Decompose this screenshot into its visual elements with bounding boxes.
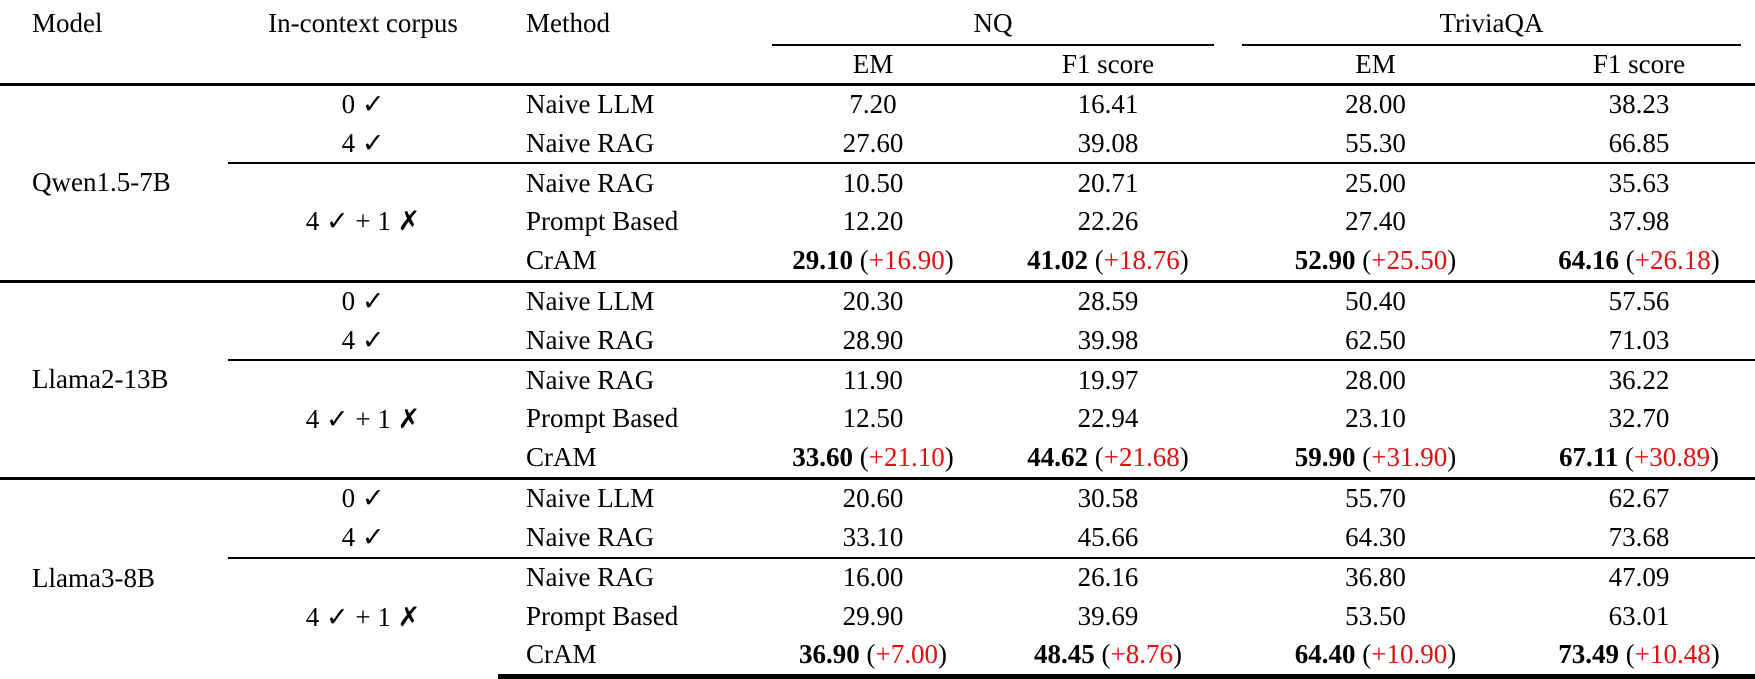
score-cell	[1523, 241, 1755, 281]
method-cell: Naive RAG	[526, 521, 655, 552]
delta-value: +10.90	[1371, 639, 1448, 670]
delta-value: +8.76	[1110, 639, 1173, 670]
col-header-triviaqa-em: EM	[1355, 48, 1396, 79]
score-cell: 62.50	[1345, 324, 1406, 355]
score-cell: 39.69	[1077, 600, 1139, 631]
score-cell: 35.63	[1523, 163, 1755, 202]
delta-paren-open: (	[1362, 441, 1372, 472]
score-cell: 16.41	[988, 84, 1228, 124]
score-cell: 55.30	[1345, 127, 1406, 158]
delta-value: +30.89	[1634, 441, 1710, 472]
score-cell: 64.30	[1345, 521, 1406, 552]
score-cell: 33.10	[842, 521, 904, 552]
method-cell: Naive RAG	[498, 558, 758, 597]
score-cell: 19.97	[988, 360, 1228, 399]
corpus-cell: 4 ✓	[341, 127, 385, 158]
score-cell: 20.71	[988, 163, 1228, 202]
col-header-corpus: In-context corpus	[268, 8, 458, 38]
best-score-value: 52.90	[1294, 244, 1356, 275]
corpus-cell: 0 ✓	[228, 281, 498, 321]
delta-paren-close: )	[1710, 639, 1720, 670]
score-cell: 47.09	[1523, 558, 1755, 597]
score-cell	[1228, 241, 1523, 281]
delta-paren-open: (	[859, 244, 869, 275]
delta-paren-open: (	[1625, 441, 1635, 472]
model-name-cell: Llama3-8B	[0, 478, 228, 676]
table-row-poisoned	[0, 558, 1755, 597]
score-cell	[1228, 635, 1523, 676]
score-cell	[988, 635, 1228, 676]
delta-value: +26.18	[1634, 244, 1711, 275]
delta-paren-close: )	[944, 244, 954, 275]
delta-paren-open: (	[1625, 244, 1635, 275]
score-cell	[988, 241, 1228, 281]
score-cell: 36.22	[1523, 360, 1755, 399]
table-row-poisoned	[0, 360, 1755, 399]
table-row-poisoned	[0, 163, 1755, 202]
score-cell	[1228, 438, 1523, 478]
delta-value: +18.76	[1103, 244, 1180, 275]
score-cell: 39.98	[1077, 324, 1139, 355]
best-score-value: 59.90	[1294, 441, 1356, 472]
delta-paren-close: )	[1710, 441, 1719, 472]
score-cell: 12.20	[842, 206, 904, 237]
score-cell: 71.03	[1608, 324, 1670, 355]
delta-paren-open: (	[1094, 244, 1104, 275]
table-header	[0, 0, 1755, 84]
score-cell: 27.40	[1345, 206, 1406, 237]
delta-paren-open: (	[1362, 639, 1372, 670]
model-name-cell: Qwen1.5-7B	[0, 84, 228, 281]
method-cell: Naive RAG	[526, 127, 655, 158]
delta-paren-close: )	[1710, 244, 1720, 275]
score-cell: 29.90	[842, 600, 904, 631]
best-score-value: 33.60	[792, 441, 853, 472]
best-score-value: 73.49	[1558, 639, 1619, 670]
delta-paren-close: )	[1447, 639, 1457, 670]
score-cell: 23.10	[1345, 403, 1406, 434]
score-cell: 66.85	[1608, 127, 1670, 158]
score-cell: 28.00	[1228, 360, 1523, 399]
score-cell: 26.16	[988, 558, 1228, 597]
delta-paren-open: (	[859, 441, 869, 472]
header-row-groups	[0, 0, 1755, 46]
method-cell: CrAM	[498, 635, 758, 676]
score-cell: 11.90	[758, 360, 988, 399]
method-cell: Naive LLM	[498, 281, 758, 321]
delta-value: +25.50	[1371, 244, 1448, 275]
group-label-triviaqa: TriviaQA	[1242, 8, 1741, 46]
col-header-nq-f1: F1 score	[1061, 48, 1155, 79]
delta-paren-open: (	[1625, 639, 1635, 670]
col-header-method: Method	[526, 8, 610, 38]
delta-value: +31.90	[1371, 441, 1448, 472]
score-cell: 57.56	[1523, 281, 1755, 321]
score-cell: 62.67	[1523, 478, 1755, 518]
best-score-value: 36.90	[799, 639, 860, 670]
score-cell	[1523, 635, 1755, 676]
score-cell: 25.00	[1228, 163, 1523, 202]
table-row-clean	[0, 124, 1755, 163]
score-cell	[758, 635, 988, 676]
score-cell: 45.66	[1077, 521, 1139, 552]
delta-paren-open: (	[1362, 244, 1372, 275]
score-cell	[758, 438, 988, 478]
score-cell: 36.80	[1228, 558, 1523, 597]
score-cell: 20.30	[758, 281, 988, 321]
best-score-value: 48.45	[1034, 639, 1095, 670]
delta-value: +10.48	[1634, 639, 1711, 670]
best-score-value: 44.62	[1027, 441, 1088, 472]
score-cell: 73.68	[1608, 521, 1670, 552]
score-cell: 63.01	[1608, 600, 1670, 631]
score-cell: 30.58	[988, 478, 1228, 518]
score-cell: 22.94	[1077, 403, 1139, 434]
table-row-clean	[0, 321, 1755, 360]
delta-paren-close: )	[1179, 244, 1189, 275]
method-cell: CrAM	[526, 244, 597, 275]
best-score-value: 64.16	[1558, 244, 1619, 275]
table-row-clean	[0, 518, 1755, 557]
results-body	[0, 84, 1755, 677]
delta-paren-close: )	[937, 639, 947, 670]
method-cell: Prompt Based	[526, 600, 679, 631]
corpus-cell: 4 ✓ + 1 ✗	[228, 163, 498, 281]
delta-paren-close: )	[1172, 639, 1182, 670]
delta-paren-open: (	[1101, 639, 1111, 670]
delta-paren-open: (	[1094, 441, 1104, 472]
method-cell: Prompt Based	[526, 206, 679, 237]
delta-value: +7.00	[875, 639, 938, 670]
method-cell: Naive RAG	[498, 360, 758, 399]
score-cell: 20.60	[758, 478, 988, 518]
best-score-value: 64.40	[1294, 639, 1356, 670]
score-cell: 22.26	[1077, 206, 1139, 237]
score-cell	[988, 438, 1228, 478]
score-cell: 12.50	[842, 403, 904, 434]
corpus-cell: 4 ✓	[341, 324, 385, 355]
score-cell: 37.98	[1608, 206, 1670, 237]
table-row-clean	[0, 281, 1755, 321]
score-cell: 50.40	[1228, 281, 1523, 321]
method-cell: CrAM	[526, 441, 597, 472]
delta-paren-close: )	[944, 441, 954, 472]
group-header-nq	[758, 0, 1228, 46]
delta-paren-close: )	[1179, 441, 1189, 472]
corpus-cell: 0 ✓	[228, 478, 498, 518]
method-cell: Naive RAG	[526, 324, 655, 355]
corpus-cell: 4 ✓	[341, 521, 385, 552]
col-header-model: Model	[32, 8, 103, 38]
method-cell: Prompt Based	[526, 403, 679, 434]
delta-paren-close: )	[1447, 441, 1457, 472]
group-header-triviaqa	[1228, 0, 1755, 46]
delta-value: +21.68	[1103, 441, 1180, 472]
score-cell: 28.00	[1228, 84, 1523, 124]
group-label-nq: NQ	[772, 8, 1214, 46]
score-cell: 53.50	[1345, 600, 1406, 631]
corpus-cell: 4 ✓ + 1 ✗	[228, 558, 498, 677]
delta-value: +16.90	[868, 244, 945, 275]
table-row-clean	[0, 84, 1755, 124]
best-score-value: 29.10	[792, 244, 853, 275]
corpus-cell: 4 ✓ + 1 ✗	[228, 360, 498, 478]
score-cell: 28.90	[842, 324, 904, 355]
method-cell: Naive RAG	[498, 163, 758, 202]
corpus-cell: 0 ✓	[228, 84, 498, 124]
score-cell: 32.70	[1608, 403, 1670, 434]
score-cell: 7.20	[758, 84, 988, 124]
model-name-cell: Llama2-13B	[0, 281, 228, 478]
score-cell: 28.59	[988, 281, 1228, 321]
score-cell: 38.23	[1523, 84, 1755, 124]
score-cell	[1523, 438, 1755, 478]
delta-paren-open: (	[866, 639, 876, 670]
score-cell	[758, 241, 988, 281]
score-cell: 39.08	[1077, 127, 1139, 158]
delta-paren-close: )	[1447, 244, 1457, 275]
table-row-clean	[0, 478, 1755, 518]
delta-value: +21.10	[868, 441, 945, 472]
score-cell: 16.00	[758, 558, 988, 597]
method-cell: Naive LLM	[498, 84, 758, 124]
score-cell: 10.50	[758, 163, 988, 202]
col-header-triviaqa-f1: F1 score	[1592, 48, 1686, 79]
score-cell: 27.60	[842, 127, 904, 158]
best-score-value: 67.11	[1559, 441, 1619, 472]
method-cell: Naive LLM	[498, 478, 758, 518]
best-score-value: 41.02	[1027, 244, 1088, 275]
score-cell: 55.70	[1228, 478, 1523, 518]
col-header-nq-em: EM	[852, 48, 894, 79]
